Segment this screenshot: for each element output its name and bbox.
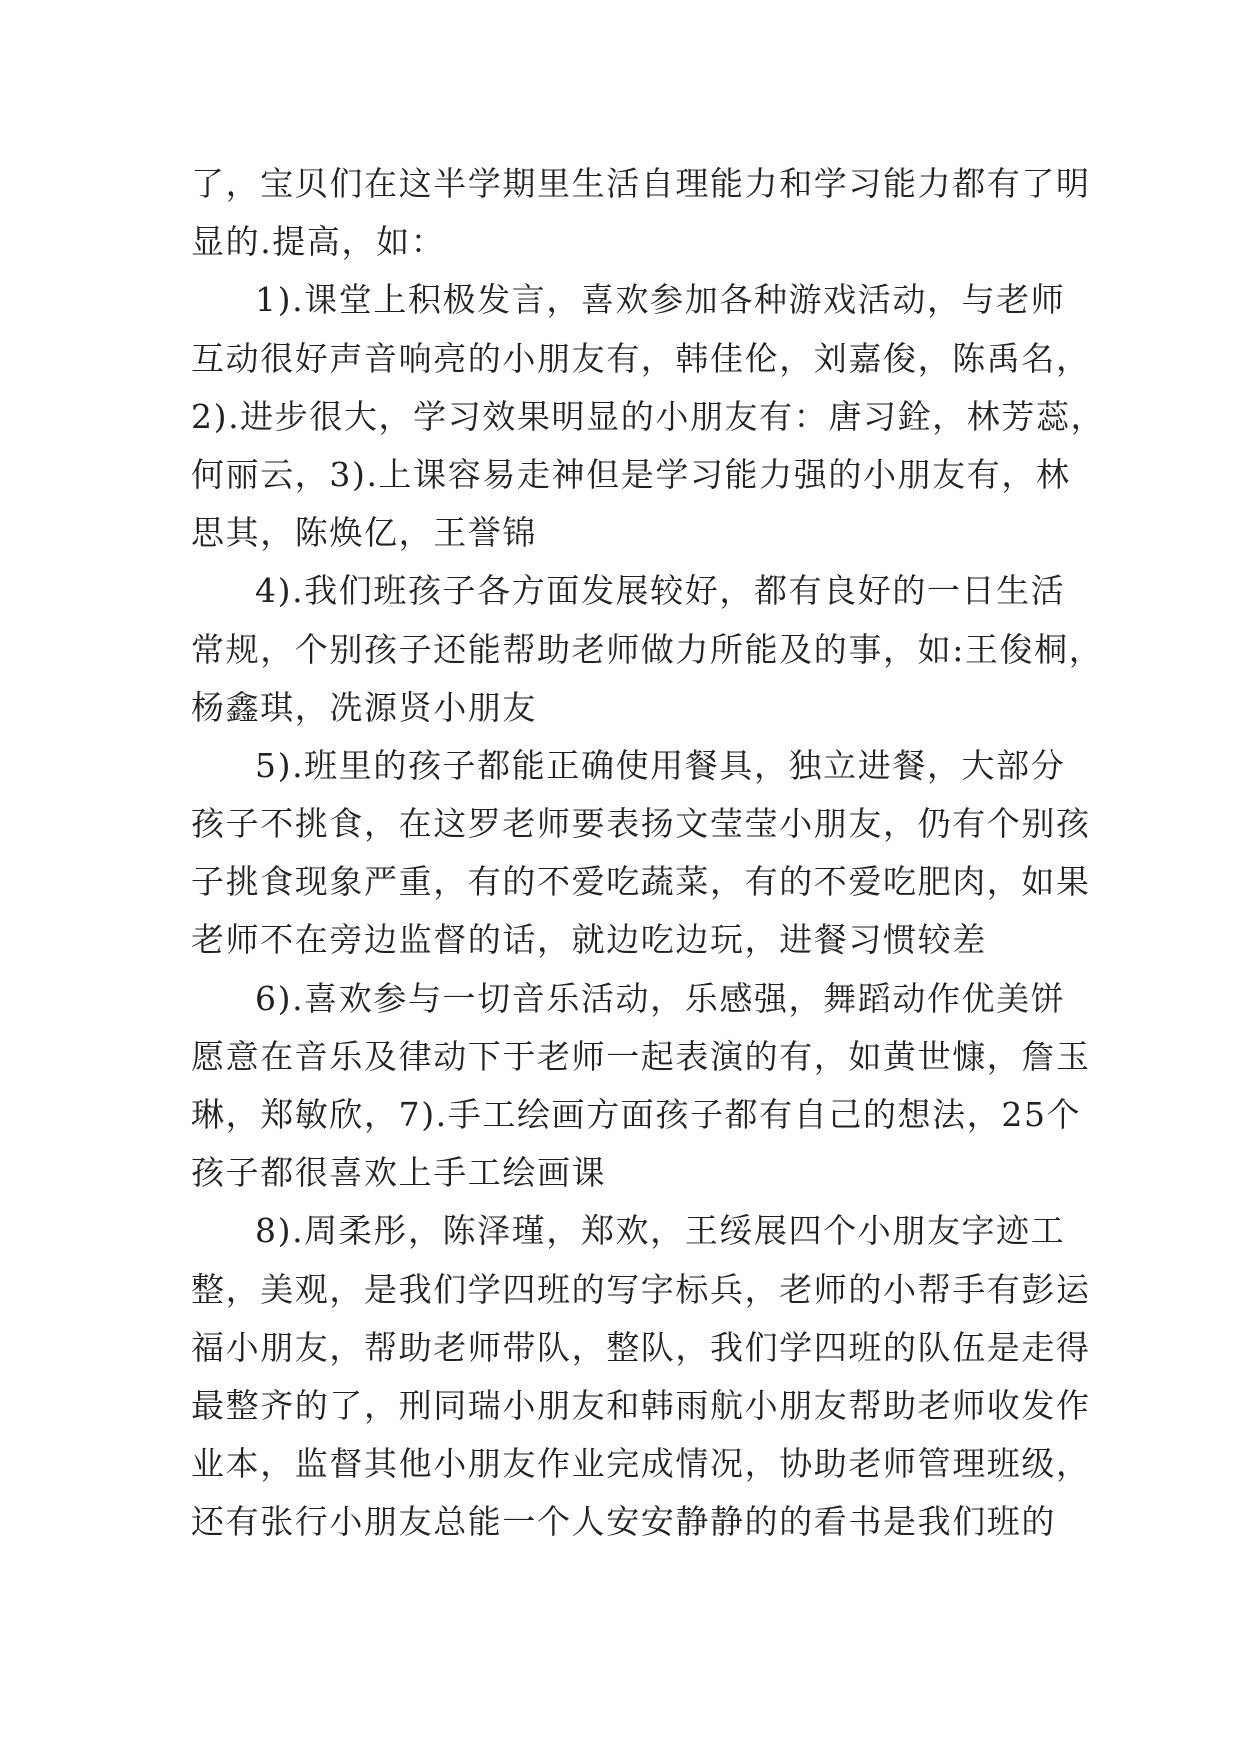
- text-line: 老师不在旁边监督的话，就边吃边玩，进餐习惯较差: [191, 920, 987, 960]
- text-line: 杨鑫琪，冼源贤小朋友: [191, 687, 537, 727]
- text-line: 孩子不挑食，在这罗老师要表扬文莹莹小朋友，仍有个别孩: [191, 804, 1091, 844]
- text-line: 2).进步很大，学习效果明显的小朋友有：唐习銓，林芳蕊，: [191, 396, 1106, 436]
- text-line: 互动很好声音响亮的小朋友有，韩佳伦，刘嘉俊，陈禹名，: [191, 338, 1091, 378]
- text-line: 常规，个别孩子还能帮助老师做力所能及的事，如:王俊桐，: [191, 629, 1104, 669]
- text-line: 整，美观，是我们学四班的写字标兵，老师的小帮手有彭运: [191, 1269, 1091, 1309]
- text-line: 孩子都很喜欢上手工绘画课: [191, 1153, 607, 1193]
- text-line: 最整齐的了，刑同瑞小朋友和韩雨航小朋友帮助老师收发作: [191, 1385, 1091, 1425]
- text-line: 还有张行小朋友总能一个人安安静静的的看书是我们班的: [191, 1502, 1056, 1542]
- document-body: [191, 155, 1106, 1552]
- text-line: 子挑食现象严重，有的不爱吃蔬菜，有的不爱吃肥肉，如果: [191, 862, 1091, 902]
- text-line: 愿意在音乐及律动下于老师一起表演的有，如黄世慷，詹玉: [191, 1036, 1091, 1076]
- text-line: 显的.提高，如：: [191, 222, 446, 262]
- text-line: 1).课堂上积极发言，喜欢参加各种游戏活动，与老师: [255, 280, 1066, 320]
- text-line: 5).班里的孩子都能正确使用餐具，独立进餐，大部分: [255, 745, 1066, 785]
- text-line: 福小朋友，帮助老师带队，整队，我们学四班的队伍是走得: [191, 1327, 1091, 1367]
- text-line: 何丽云，3).上课容易走神但是学习能力强的小朋友有，林: [191, 454, 1071, 494]
- text-line: 6).喜欢参与一切音乐活动，乐感强，舞蹈动作优美饼: [255, 978, 1066, 1018]
- text-line: 琳，郑敏欣，7).手工绘画方面孩子都有自己的想法，25个: [191, 1095, 1082, 1134]
- text-line: 了，宝贝们在这半学期里生活自理能力和学习能力都有了明: [191, 164, 1091, 203]
- text-line: 8).周柔彤，陈泽瑾，郑欢，王绥展四个小朋友字迹工: [255, 1211, 1066, 1251]
- text-line: 4).我们班孩子各方面发展较好，都有良好的一日生活: [255, 571, 1066, 611]
- text-line: 思其，陈焕亿，王誉锦: [191, 513, 537, 553]
- text-line: 业本，监督其他小朋友作业完成情况，协助老师管理班级，: [191, 1444, 1091, 1484]
